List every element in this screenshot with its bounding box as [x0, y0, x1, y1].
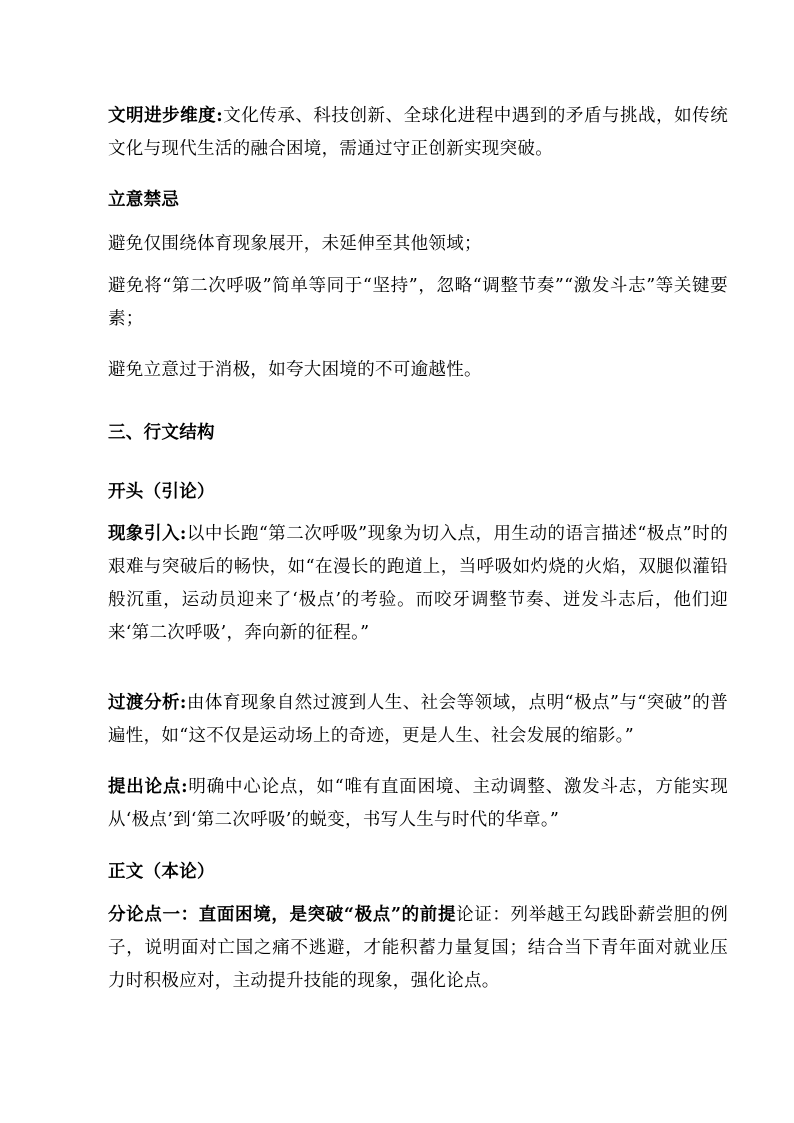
paragraph-civilization	[108, 100, 728, 166]
heading-body: 正文（本论）	[108, 862, 215, 882]
paragraph-label: 过渡分析:	[108, 693, 187, 713]
taboo-item: 避免立意过于消极，如夸大困境的不可逾越性。	[108, 360, 482, 380]
intro-transition	[108, 687, 728, 753]
paragraph-text: 论证：列举越王勾践卧薪尝胆的例子，说明面对亡国之痛不逃避，才能积蓄力量复国；结合当下青年面对就业压力时积极应对，主动提升技能的现象，强化论点。	[108, 905, 728, 991]
taboo-item: 避免仅围绕体育现象展开，未延伸至其他领域；	[108, 234, 482, 254]
body-argument-1	[108, 899, 728, 998]
paragraph-text: 文化传承、科技创新、全球化进程中遇到的矛盾与挑战，如传统文化与现代生活的融合困境，需通过守正创新实现突破。	[108, 106, 728, 159]
paragraph-label: 分论点一：直面困境，是突破“极点”的前提	[108, 905, 457, 925]
heading-structure: 三、行文结构	[108, 423, 215, 443]
paragraph-label: 现象引入:	[108, 524, 187, 544]
heading-intro: 开头（引论）	[108, 482, 215, 502]
paragraph-text: 由体育现象自然过渡到人生、社会等领域，点明“极点”与“突破”的普遍性，如“这不仅是运动场上的奇迹，更是人生、社会发展的缩影。”	[108, 693, 728, 746]
intro-thesis	[108, 771, 728, 837]
intro-phenomenon	[108, 518, 728, 650]
paragraph-label: 提出论点:	[108, 777, 188, 797]
taboo-item: 避免将“第二次呼吸”简单等同于“坚持”，忽略“调整节奏”“激发斗志”等关键要素；	[108, 276, 728, 329]
heading-taboo: 立意禁忌	[108, 190, 180, 210]
paragraph-text: 明确中心论点，如“唯有直面困境、主动调整、激发斗志，方能实现从‘极点’到‘第二次呼吸’的蜕变，书写人生与时代的华章。”	[108, 777, 728, 830]
paragraph-text: 以中长跑“第二次呼吸”现象为切入点，用生动的语言描述“极点”时的艰难与突破后的畅快，如“在漫长的跑道上，当呼吸如灼烧的火焰，双腿似灌铅般沉重，运动员迎来了‘极点’的考验。而咬牙调整节奏、迸发斗志后，他们迎来‘第二次呼吸’，奔向新的征程。”	[108, 524, 728, 643]
paragraph-label: 文明进步维度:	[108, 106, 223, 126]
